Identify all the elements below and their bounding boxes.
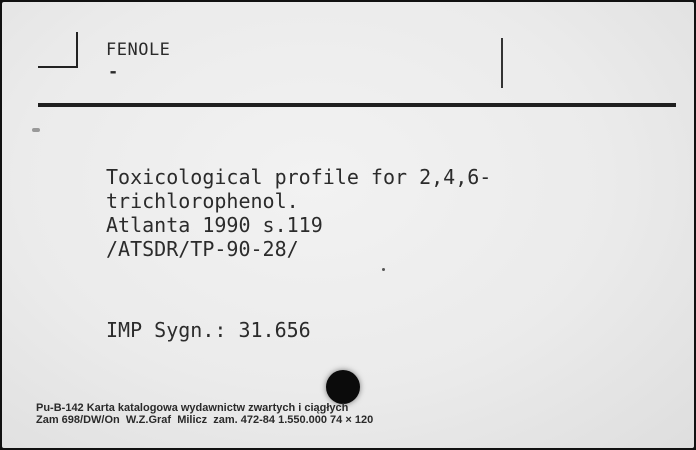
entry-line-1: Toxicological profile for 2,4,6- <box>106 165 492 189</box>
corner-bracket-mark <box>38 32 78 68</box>
stray-mark <box>382 268 385 271</box>
ink-smudge <box>32 128 40 132</box>
punch-hole <box>326 370 360 404</box>
printer-footer <box>36 402 373 426</box>
horizontal-rule <box>38 103 676 107</box>
entry-line-3: Atlanta 1990 s.119 <box>106 213 323 237</box>
call-number: IMP Sygn.: 31.656 <box>106 318 311 342</box>
subject-heading: FENOLE <box>106 40 171 60</box>
catalog-card <box>2 2 694 448</box>
subject-subheading: - <box>108 62 119 82</box>
footer-line-2: Zam 698/DW/On W.Z.Graf Milicz zam. 472-84 1.550.000 74 × 120 <box>36 414 374 426</box>
vertical-rule <box>501 38 503 88</box>
entry-line-4: /ATSDR/TP-90-28/ <box>106 237 299 261</box>
footer-line-1: Pu-B-142 Karta katalogowa wydawnictw zwartych i ciągłych <box>36 402 349 414</box>
entry-line-2: trichlorophenol. <box>106 189 299 213</box>
bibliographic-entry <box>106 165 491 261</box>
